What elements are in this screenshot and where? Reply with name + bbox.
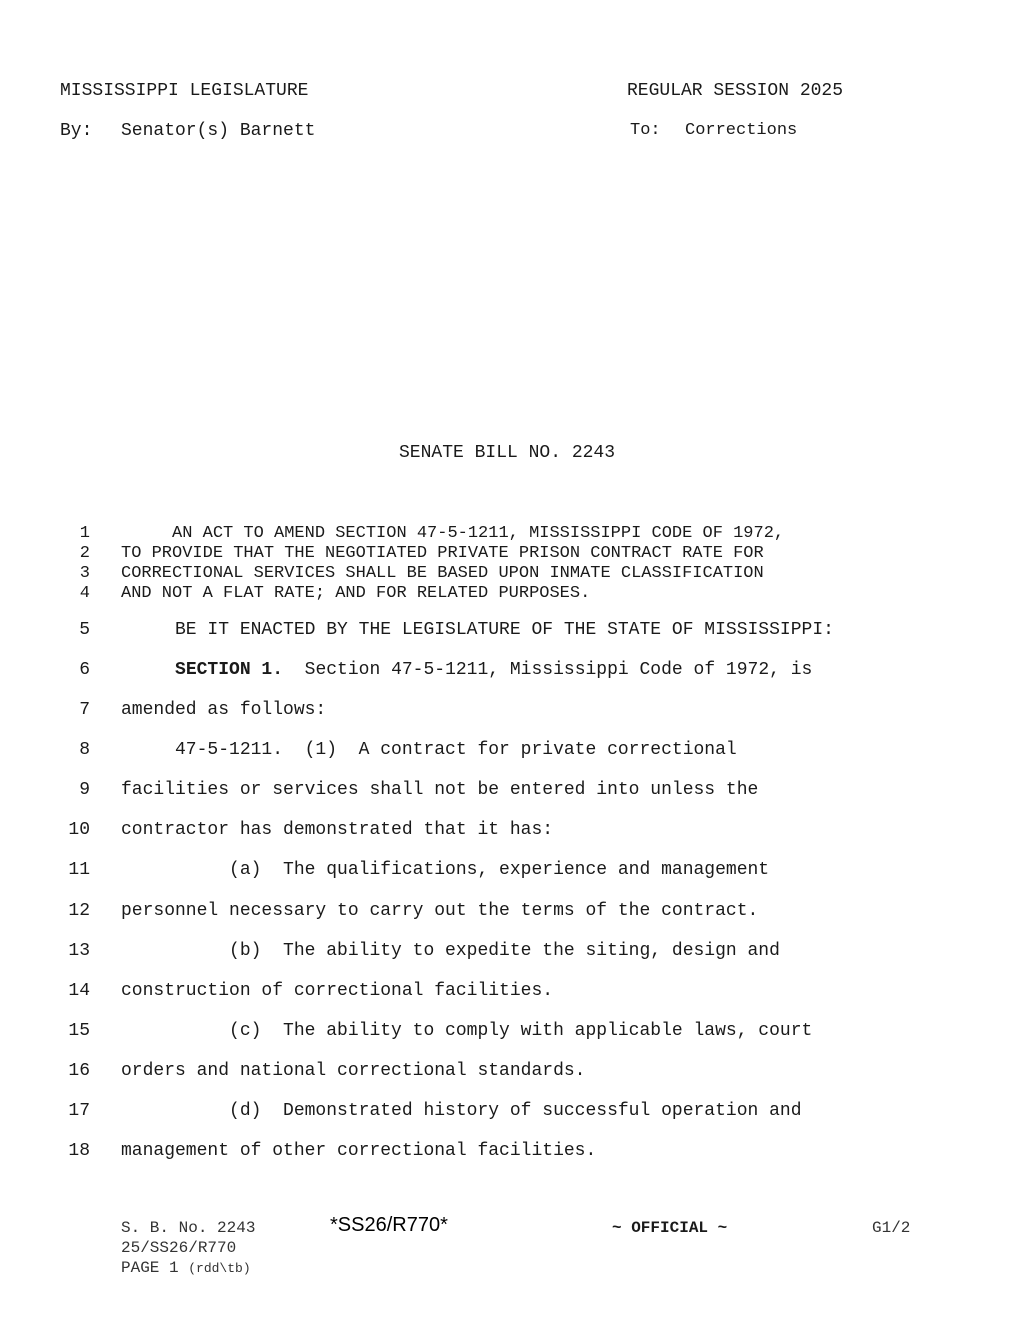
indent <box>121 660 175 680</box>
line-number: 17 <box>68 1101 90 1121</box>
body-line: (a) The qualifications, experience and management <box>121 860 770 880</box>
line-number: 3 <box>79 564 90 583</box>
page-label: PAGE 1 <box>121 1259 179 1277</box>
line-number: 13 <box>68 941 90 961</box>
act-line: AN ACT TO AMEND SECTION 47-5-1211, MISSISSIPPI CODE OF 1972, <box>121 524 785 543</box>
draft-reference: 25/SS26/R770 <box>121 1239 237 1257</box>
body-line: construction of correctional facilities. <box>121 981 554 1001</box>
line-number: 16 <box>68 1061 90 1081</box>
to-label: To: <box>630 121 661 140</box>
line-number: 2 <box>79 544 90 563</box>
line-number: 18 <box>68 1141 90 1161</box>
official-label: ~ OFFICIAL ~ <box>612 1219 728 1237</box>
line-number: 8 <box>79 740 90 760</box>
bill-reference: S. B. No. 2243 <box>121 1219 256 1237</box>
typist-initials: (rdd\tb) <box>188 1261 251 1276</box>
section-heading: SECTION 1. <box>175 660 284 680</box>
line-number: 5 <box>79 620 90 640</box>
body-line: (c) The ability to comply with applicable laws, court <box>121 1021 813 1041</box>
act-line: CORRECTIONAL SERVICES SHALL BE BASED UPON INMATE CLASSIFICATION <box>121 564 764 583</box>
body-line: management of other correctional facilities. <box>121 1141 597 1161</box>
section-text: Section 47-5-1211, Mississippi Code of 1972, is <box>283 660 813 680</box>
line-number: 6 <box>79 660 90 680</box>
line-number: 9 <box>79 780 90 800</box>
sponsor-name: Senator(s) Barnett <box>121 121 316 141</box>
bill-title: SENATE BILL NO. 2243 <box>399 443 616 463</box>
line-number: 7 <box>79 700 90 720</box>
act-line: TO PROVIDE THAT THE NEGOTIATED PRIVATE PRISON CONTRACT RATE FOR <box>121 544 764 563</box>
session-label: REGULAR SESSION 2025 <box>627 81 844 101</box>
page-number <box>121 1259 251 1277</box>
body-line: 47-5-1211. (1) A contract for private correctional <box>121 740 737 760</box>
body-line: (d) Demonstrated history of successful operation and <box>121 1101 802 1121</box>
body-line: personnel necessary to carry out the terms of the contract. <box>121 901 759 921</box>
by-label: By: <box>60 121 93 141</box>
barcode-text: *SS26/R770* <box>330 1214 448 1236</box>
body-line: amended as follows: <box>121 700 327 720</box>
committee-name: Corrections <box>685 121 798 140</box>
line-number: 4 <box>79 584 90 603</box>
body-line: BE IT ENACTED BY THE LEGISLATURE OF THE STATE OF MISSISSIPPI: <box>121 620 834 640</box>
body-line: orders and national correctional standards. <box>121 1061 586 1081</box>
line-number: 12 <box>68 901 90 921</box>
act-line: AND NOT A FLAT RATE; AND FOR RELATED PURPOSES. <box>121 584 591 603</box>
body-line: (b) The ability to expedite the siting, design and <box>121 941 780 961</box>
line-number: 1 <box>79 524 90 543</box>
line-number: 11 <box>68 860 90 880</box>
body-line: facilities or services shall not be entered into unless the <box>121 780 759 800</box>
line-number: 14 <box>68 981 90 1001</box>
line-number: 15 <box>68 1021 90 1041</box>
legislature-name: MISSISSIPPI LEGISLATURE <box>60 81 309 101</box>
body-line <box>121 660 812 680</box>
line-number: 10 <box>68 820 90 840</box>
body-line: contractor has demonstrated that it has: <box>121 820 554 840</box>
page-code: G1/2 <box>872 1219 911 1237</box>
